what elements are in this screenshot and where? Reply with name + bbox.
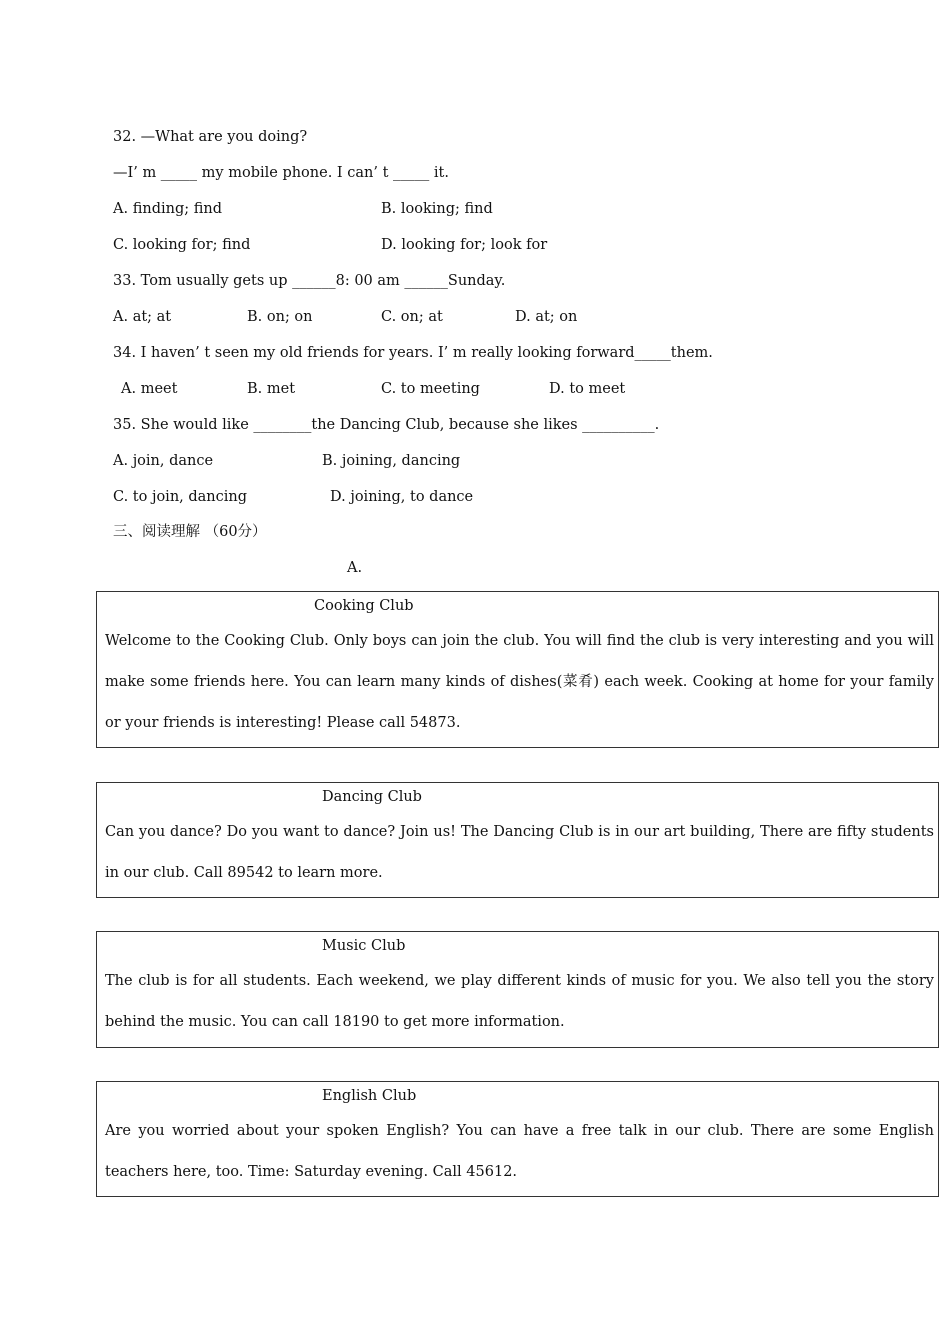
question-33-option-a: A. at; at — [113, 309, 172, 325]
question-34-option-c: C. to meeting — [381, 381, 480, 397]
question-34-stem: 34. I haven’ t seen my old friends for years. I’ m really looking forward_____them. — [113, 345, 713, 361]
question-32-option-c: C. looking for; find — [113, 237, 251, 253]
club-box-cooking — [96, 591, 939, 748]
question-35-option-d: D. joining, to dance — [330, 489, 474, 505]
club-description: Are you worried about your spoken English? You can have a free talk in our club. There are some English teachers here, too. Time: Saturday evening. Call 45612. — [105, 1123, 934, 1180]
club-box-english — [96, 1081, 939, 1197]
question-32-stem: 32. —What are you doing? — [113, 129, 308, 145]
club-description: Welcome to the Cooking Club. Only boys can join the club. You will find the club is very interesting and you will make some friends here. You can learn many kinds of dishes(菜肴) each week. Cooking at home for your family or your friends is interesting! Please call 54873. — [105, 633, 934, 731]
club-description: The club is for all students. Each weekend, we play different kinds of music for you. We also tell you the story behind the music. You can call 18190 to get more information. — [105, 973, 934, 1030]
club-title: Cooking Club — [314, 598, 414, 614]
question-33-stem: 33. Tom usually gets up ______8: 00 am ______Sunday. — [113, 273, 506, 289]
question-33-option-c: C. on; at — [381, 309, 443, 325]
section-heading: 三、阅读理解 （60分） — [113, 524, 267, 540]
club-title: Music Club — [322, 938, 406, 954]
question-32-stem-line2: —I’ m _____ my mobile phone. I can’ t _____ it. — [113, 165, 449, 181]
question-34-option-d: D. to meet — [549, 381, 626, 397]
question-33-option-d: D. at; on — [515, 309, 578, 325]
club-title: Dancing Club — [322, 789, 422, 805]
question-33-option-b: B. on; on — [247, 309, 313, 325]
question-32-option-a: A. finding; find — [113, 201, 223, 217]
question-34-option-b: B. met — [247, 381, 296, 397]
question-35-option-c: C. to join, dancing — [113, 489, 248, 505]
club-description: Can you dance? Do you want to dance? Join us! The Dancing Club is in our art building, There are fifty students in our club. Call 89542 to learn more. — [105, 824, 934, 881]
question-35-option-a: A. join, dance — [113, 453, 214, 469]
question-35-option-b: B. joining, dancing — [322, 453, 461, 469]
question-34-option-a: A. meet — [121, 381, 178, 397]
club-box-dancing — [96, 782, 939, 898]
club-box-music — [96, 931, 939, 1048]
question-32-option-b: B. looking; find — [381, 201, 493, 217]
question-32-option-d: D. looking for; look for — [381, 237, 548, 253]
club-title: English Club — [322, 1088, 417, 1104]
question-35-stem: 35. She would like ________the Dancing Club, because she likes __________. — [113, 417, 660, 433]
passage-label: A. — [347, 560, 363, 576]
